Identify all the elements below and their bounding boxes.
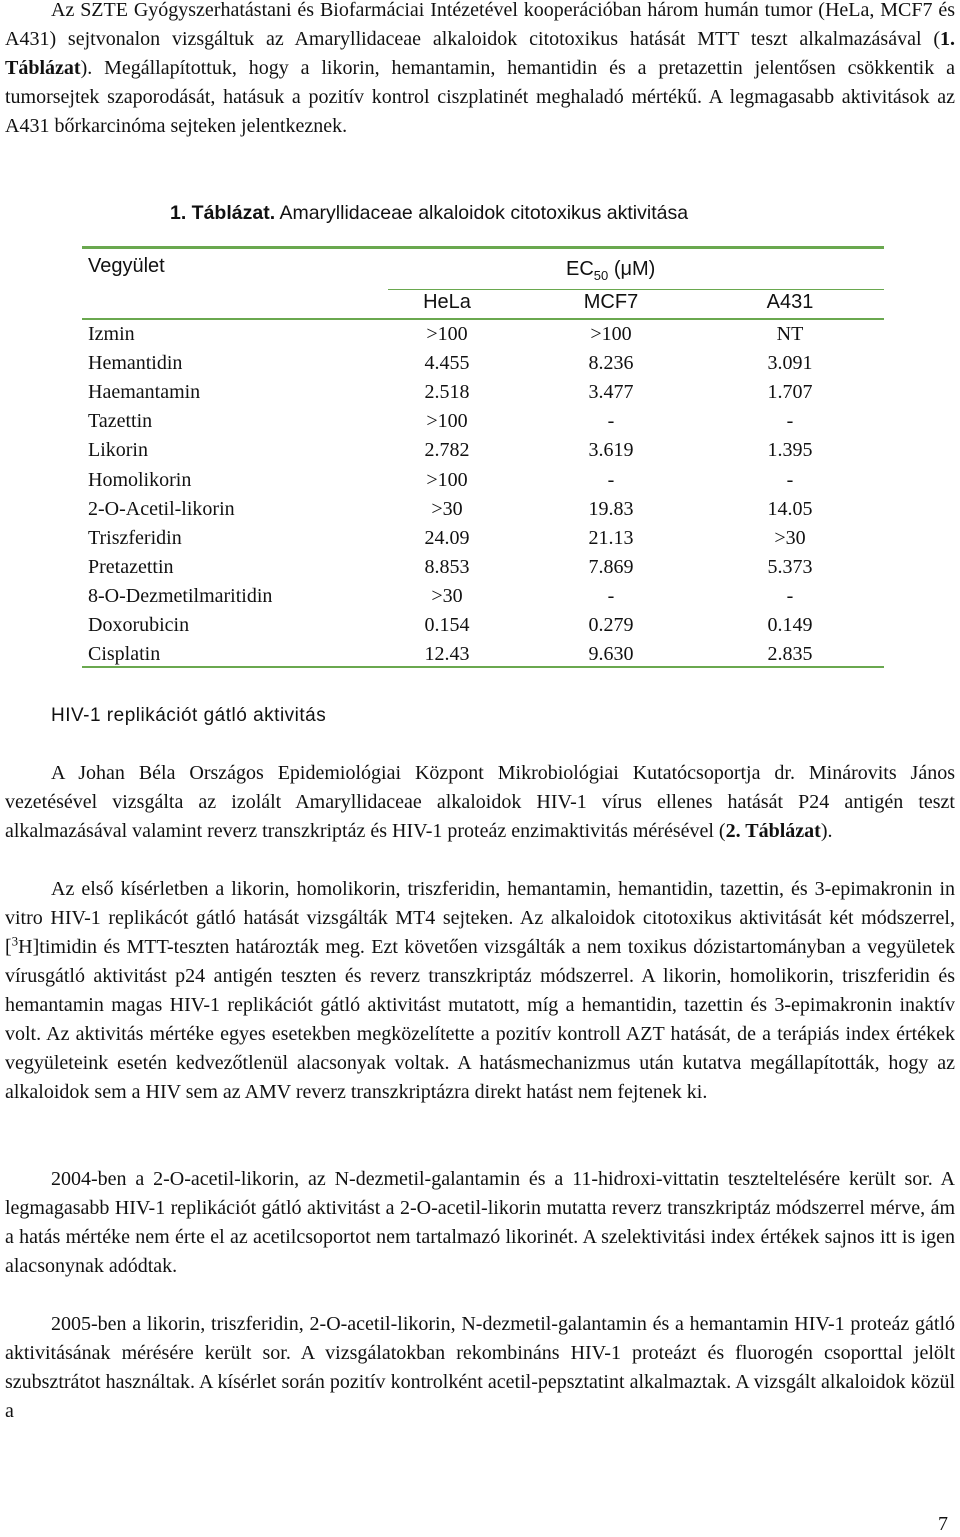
row-mcf7-value: -	[607, 469, 615, 491]
row-hela-value: >100	[426, 410, 468, 432]
row-hela-value: 2.782	[424, 439, 470, 461]
row-mcf7-value: -	[607, 585, 615, 607]
row-a431-value: 1.395	[767, 439, 813, 461]
row-a431-value: >30	[774, 527, 806, 549]
row-hela-value: 4.455	[424, 352, 470, 374]
column-header-compound: Vegyület	[88, 255, 165, 277]
table-caption: 1. Táblázat. Amaryllidaceae alkaloidok citotoxikus aktivitása	[170, 202, 689, 224]
row-hela-value: 8.853	[424, 556, 470, 578]
row-a431-value: 14.05	[767, 498, 813, 520]
row-mcf7-value: -	[607, 410, 615, 432]
row-a431-value: NT	[776, 323, 804, 345]
row-hela-value: 2.518	[424, 381, 470, 403]
row-compound-name: Pretazettin	[88, 556, 174, 578]
row-a431-value: 3.091	[767, 352, 813, 374]
row-a431-value: -	[786, 469, 794, 491]
row-hela-value: >30	[431, 585, 463, 607]
table-reference: 1. Táblázat	[5, 28, 955, 79]
column-header-mcf7: MCF7	[583, 291, 639, 313]
page-number: 7	[938, 1513, 948, 1535]
row-mcf7-value: 3.619	[588, 439, 634, 461]
table-reference-2: 2. Táblázat	[725, 820, 821, 842]
row-hela-value: 0.154	[424, 614, 470, 636]
row-a431-value: 1.707	[767, 381, 813, 403]
row-compound-name: 8-O-Dezmetilmaritidin	[88, 585, 273, 607]
row-a431-value: 5.373	[767, 556, 813, 578]
paragraph-3: 2004-ben a 2-O-acetil-likorin, az N-dezmetil-galantamin és a 11-hidroxi-vittatin teszteltelésére került sor. A legmagasabb HIV-1 replikációt gátló aktivitást a 2-O-acetil-likorin mutatta reverz transzkriptáz módszerrel mérve, ám a hatás mértéke nem érte el az acetilcsoportot nem tartalmazó likorinét. A szelektivitási index értékek sajnos itt is igen alacsonynak adódtak.	[5, 1168, 955, 1277]
row-compound-name: Tazettin	[88, 410, 153, 432]
row-hela-value: >100	[426, 323, 468, 345]
row-compound-name: Hemantidin	[88, 352, 183, 374]
intro-paragraph: Az SZTE Gyógyszerhatástani és Biofarmáciai Intézetével kooperációban három humán tumor (HeLa, MCF7 és A431) sejtvonalon vizsgáltuk az Amaryllidaceae alkaloidok citotoxikus hatását MTT teszt alkalmazásával (1. Táblázat). Megállapítottuk, hogy a likorin, hemantamin, hemantidin és a pretazettin jelentősen csökkentik a tumorsejtek szaporodását, hatásuk a pozitív kontrol ciszplatinét meghaladó mértékű. A legmagasabb aktivitások az A431 bőrkarcinóma sejteken jelentkeznek.	[5, 0, 955, 137]
row-compound-name: Cisplatin	[88, 643, 161, 665]
row-compound-name: Homolikorin	[88, 469, 192, 491]
row-a431-value: -	[786, 410, 794, 432]
row-compound-name: Haemantamin	[88, 381, 201, 403]
row-hela-value: >100	[426, 469, 468, 491]
row-hela-value: >30	[431, 498, 463, 520]
table-top-rule	[82, 246, 884, 249]
row-mcf7-value: 19.83	[588, 498, 634, 520]
column-header-a431: A431	[766, 291, 814, 313]
column-header-ec50: $EC_{50}$ (μM)	[566, 258, 656, 283]
row-compound-name: 2-O-Acetil-likorin	[88, 498, 235, 520]
row-mcf7-value: 7.869	[588, 556, 634, 578]
row-mcf7-value: 8.236	[588, 352, 634, 374]
row-a431-value: -	[786, 585, 794, 607]
paragraph-4: 2005-ben a likorin, triszferidin, 2-O-acetil-likorin, N-dezmetil-galantamin és a hemantamin HIV-1 proteáz gátló aktivitásának mérésére került sor. A vizsgálatokban rekombináns HIV-1 proteázt és fluorogén csoporttal jelölt szubsztrátot használtak. A kísérlet során pozitív kontrolként acetil-pepsztatint alkalmaztak. A vizsgált alkaloidok közül a	[5, 1313, 955, 1422]
row-mcf7-value: 3.477	[588, 381, 634, 403]
row-a431-value: 2.835	[767, 643, 813, 665]
row-mcf7-value: 9.630	[588, 643, 634, 665]
row-a431-value: 0.149	[767, 614, 813, 636]
row-mcf7-value: 0.279	[588, 614, 634, 636]
row-mcf7-value: >100	[590, 323, 632, 345]
row-hela-value: 12.43	[424, 643, 470, 665]
row-mcf7-value: 21.13	[588, 527, 634, 549]
row-compound-name: Izmin	[88, 323, 135, 345]
row-hela-value: 24.09	[424, 527, 470, 549]
column-header-hela: HeLa	[423, 291, 471, 313]
row-compound-name: Triszferidin	[88, 527, 182, 549]
paragraph-2: Az első kísérletben a likorin, homolikorin, triszferidin, hemantamin, hemantidin, tazettin, és 3-epimakronin in vitro HIV-1 replikácót gátló hatását vizsgálták MT4 sejteken. Az alkaloidok citotoxikus aktivitását két módszerrel, [$^3$H]timidin és MTT-teszten határozták meg. Ezt követően vizsgálták a nem toxikus dózistartományban a vegyületek vírusgátló aktivitást p24 antigén teszten és reverz transzkriptáz módszerrel. A likorin, homolikorin, triszferidin és hemantamin magas HIV-1 replikációt gátló aktivitást mutatott, míg a hemantidin, tazettin és 3-epimakronin inaktív volt. Az aktivitás mértéke egyes esetekben megközelítette a pozitív kontroll AZT hatását, de a terápiás index értékek vegyületeink esetén kedvezőtlenül alacsonyak voltak. A hatásmechanizmus után kutatva megállapították, hogy az alkaloidok sem a HIV sem az AMV reverz transzkriptázra direkt hatást nem fejtenek ki.	[5, 878, 955, 1103]
section-heading: HIV-1 replikációt gátló aktivitás	[51, 705, 327, 726]
paragraph-1: A Johan Béla Országos Epidemiológiai Központ Mikrobiológiai Kutatócsoportja dr. Minárovits János vezetésével vizsgálta az izolált Amaryllidaceae alkaloidok HIV-1 vírus ellenes hatását P24 antigén teszt alkalmazásával valamint reverz transzkriptáz és HIV-1 proteáz enzimaktivitás mérésével (2. Táblázat).	[5, 762, 955, 842]
row-compound-name: Doxorubicin	[88, 614, 190, 636]
row-compound-name: Likorin	[88, 439, 148, 461]
